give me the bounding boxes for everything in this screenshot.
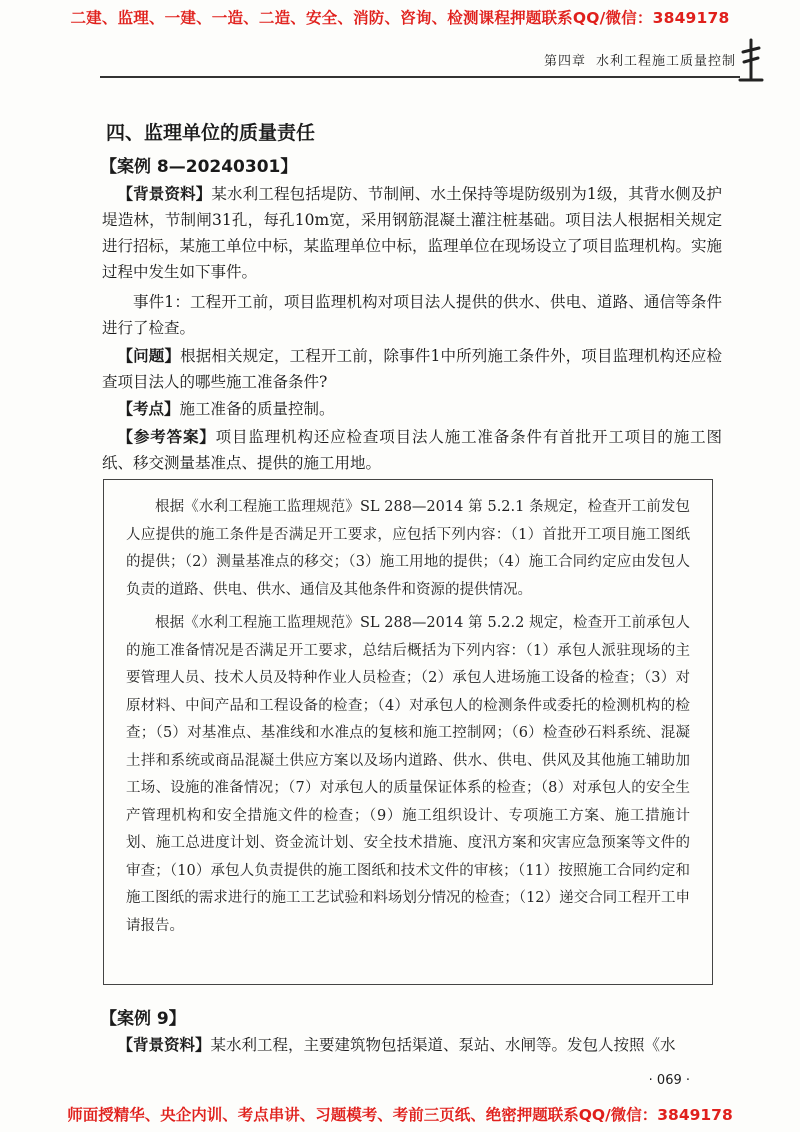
background-text: 某水利工程包括堤防、节制闸、水土保持等堤防级别为1级，其背水侧及护堤造林，节制闸31孔，每孔10m宽，采用钢筋混凝土灌注桩基础。项目法人根据相关规定进行招标，某施工单位中标，某监理单位中标，监理单位在现场设立了项目监理机构。实施过程中发生如下事件。 (102, 185, 723, 281)
quote-paragraph-1: 根据《水利工程施工监理规范》SL 288—2014 第 5.2.1 条规定，检查开工前发包人应提供的施工条件是否满足开工要求，应包括下列内容：（1）首批开工项目施工图纸的提供；（2）测量基准点的移交；（3）施工用地的提供；（4）施工合同约定应由发包人负责的道路、供电、供水、通信及其他条件和资源的提供情况。 (126, 499, 690, 598)
section-title: 四、监理单位的质量责任 (106, 122, 316, 144)
chapter-logo-icon (738, 38, 764, 82)
chapter-title: 水利工程施工质量控制 (595, 54, 736, 69)
header-divider (100, 76, 740, 78)
case-9-background-tag: 【背景资料】 (117, 1036, 211, 1054)
case-9-title: 【案例 9】 (100, 1009, 186, 1029)
page-number: · 069 · (648, 1073, 690, 1088)
point-tag: 【考点】 (117, 400, 180, 418)
answer-text: 项目监理机构还应检查项目法人施工准备条件有首批开工项目的施工图纸、移交测量基准点、提供的施工用地。 (102, 428, 722, 472)
quote-paragraph-2: 根据《水利工程施工监理规范》SL 288—2014 第 5.2.2 规定，检查开工前承包人的施工准备情况是否满足开工要求，总结后概括为下列内容：（1）承包人派驻现场的主要管理人员、技术人员及特种作业人员检查；（2）承包人进场施工设备的检查；（3）对原材料、中间产品和工程设备的检查；（4）对承包人的检测条件或委托的检测机构的检查；（5）对基准点、基准线和水准点的复核和施工控制网；（6）检查砂石料系统、混凝土拌和系统或商品混凝土供应方案以及场内道路、供水、供电、供风及其他施工辅助加工场、设施的准备情况；（7）对承包人的质量保证体系的检查；（8）对承包人的安全生产管理机构和安全措施文件的检查；（9）施工组织设计、专项施工方案、施工措施计划、施工总进度计划、资金流计划、安全技术措施、度汛方案和灾害应急预案等文件的审查；（10）承包人负责提供的施工图纸和技术文件的审核；（11）按照施工合同约定和施工图纸的需求进行的施工工艺试验和料场划分情况的检查；（12）递交合同工程开工申请报告。 (126, 615, 690, 934)
case-8-background (102, 181, 722, 285)
case-9-background (102, 1032, 722, 1058)
case-8-point (102, 396, 722, 422)
case-9-background-text: 某水利工程，主要建筑物包括渠道、泵站、水闸等。发包人按照《水 (210, 1036, 676, 1054)
case-8-title: 【案例 8—20240301】 (100, 157, 298, 177)
answer-tag: 【参考答案】 (117, 428, 216, 446)
question-text: 根据相关规定，工程开工前，除事件1中所列施工条件外，项目监理机构还应检查项目法人的哪些施工准备条件? (102, 347, 722, 391)
background-tag: 【背景资料】 (117, 185, 212, 203)
chapter-number: 第四章 (543, 54, 586, 69)
question-tag: 【问题】 (117, 347, 181, 365)
chapter-header (544, 50, 736, 69)
case-8-event-1: 事件1：工程开工前，项目监理机构对项目法人提供的供水、供电、道路、通信等条件进行了检查。 (102, 293, 722, 337)
case-8-question (102, 343, 722, 395)
regulation-quote-box (103, 479, 713, 985)
case-8-answer (102, 424, 722, 476)
point-text: 施工准备的质量控制。 (179, 400, 335, 418)
top-contact-banner: 二建、监理、一建、一造、二造、安全、消防、咨询、检测课程押题联系QQ/微信：3849178 (70, 9, 730, 27)
bottom-contact-banner: 师面授精华、央企内训、考点串讲、习题模考、考前三页纸、绝密押题联系QQ/微信：3849178 (67, 1106, 733, 1124)
